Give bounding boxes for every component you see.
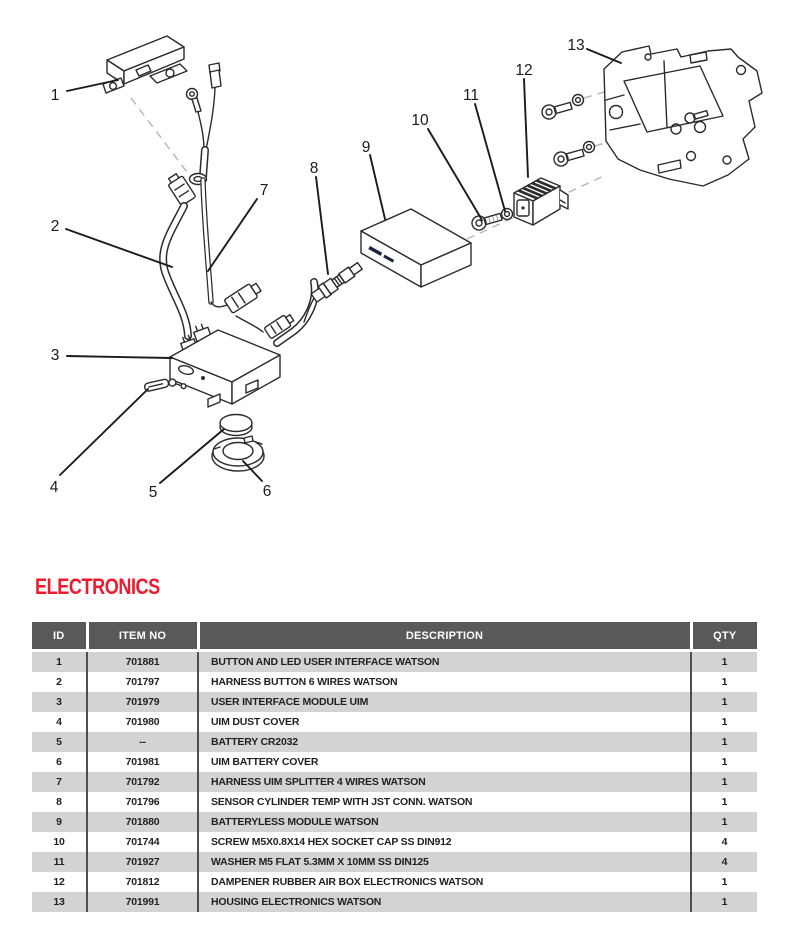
table-row-5 (32, 732, 757, 752)
cell-qty: 1 (721, 796, 728, 808)
cell-item-no: 701744 (87, 832, 198, 852)
cell-id: 9 (32, 812, 87, 832)
cell-id: 13 (32, 892, 87, 912)
cell-id: 1 (32, 651, 87, 673)
cell-description: UIM BATTERY COVER (198, 752, 691, 772)
cell-description: WASHER M5 FLAT 5.3MM X 10MM SS DIN125 (198, 852, 691, 872)
part-12-rubber-dampener (514, 178, 568, 225)
cell-item-no: 701880 (87, 812, 198, 832)
callout-5: 5 (148, 484, 158, 501)
part-8-sensor-cylinder-temp (292, 260, 368, 322)
callout-3: 3 (50, 347, 60, 364)
cell-qty: 4 (721, 856, 728, 868)
cell-id: 11 (32, 852, 87, 872)
part-1-button-led-interface (103, 36, 187, 93)
callout-6: 6 (262, 483, 272, 500)
cell-item-no: -- (87, 732, 198, 752)
cell-qty: 1 (721, 656, 728, 668)
cell-item-no: 701812 (87, 872, 198, 892)
table-row-9 (32, 812, 757, 832)
callout-8: 8 (309, 160, 319, 177)
cell-item-no: 701927 (87, 852, 198, 872)
cell-item-no: 701991 (87, 892, 198, 912)
cell-qty: 1 (721, 736, 728, 748)
cell-description: BATTERY CR2032 (198, 732, 691, 752)
col-header-id: ID (32, 622, 87, 651)
table-row-6 (32, 752, 757, 772)
dashed-axis-button (131, 98, 190, 176)
part-9-batteryless-module (361, 209, 471, 287)
callout-10: 10 (411, 112, 429, 129)
table-row-13 (32, 892, 757, 912)
part-10-screw-a (470, 210, 503, 232)
callout-4: 4 (49, 479, 59, 496)
part-7-harness-uim-splitter (203, 180, 315, 343)
table-row-3 (32, 692, 757, 712)
cell-qty: 1 (721, 776, 728, 788)
table-row-10 (32, 832, 757, 852)
cell-qty: 1 (721, 696, 728, 708)
callout-11: 11 (462, 87, 480, 104)
table-row-12 (32, 872, 757, 892)
cell-id: 4 (32, 712, 87, 732)
part-5-battery-cr2032 (220, 415, 252, 436)
part-11-washer-a (502, 209, 513, 220)
part-6-uim-battery-cover (212, 436, 264, 471)
cell-item-no: 701792 (87, 772, 198, 792)
cell-qty: 1 (721, 896, 728, 908)
cell-id: 6 (32, 752, 87, 772)
table-row-11 (32, 852, 757, 872)
section-title: ELECTRONICS (35, 574, 160, 599)
cell-item-no: 701981 (87, 752, 198, 772)
cell-item-no: 701881 (87, 651, 198, 673)
cell-description: USER INTERFACE MODULE UIM (198, 692, 691, 712)
cell-id: 8 (32, 792, 87, 812)
callout-1: 1 (50, 87, 60, 104)
cell-qty: 1 (721, 716, 728, 728)
callout-11-leader (475, 104, 505, 211)
callout-13-leader (587, 49, 621, 63)
col-header-item-no: ITEM NO (87, 622, 198, 651)
cell-description: HARNESS UIM SPLITTER 4 WIRES WATSON (198, 772, 691, 792)
part-13-electronics-housing (604, 46, 762, 186)
cell-id: 2 (32, 672, 87, 692)
cell-description: HARNESS BUTTON 6 WIRES WATSON (198, 672, 691, 692)
cell-item-no: 701796 (87, 792, 198, 812)
cell-qty: 1 (721, 756, 728, 768)
cell-description: DAMPENER RUBBER AIR BOX ELECTRONICS WATSON (198, 872, 691, 892)
part-10-screw-c (552, 146, 585, 168)
cell-description: SCREW M5X0.8X14 HEX SOCKET CAP SS DIN912 (198, 832, 691, 852)
cell-item-no: 701979 (87, 692, 198, 712)
col-header-qty: QTY (691, 622, 757, 651)
callout-7: 7 (259, 182, 269, 199)
part-10-screw-b (540, 99, 573, 121)
cell-item-no: 701980 (87, 712, 198, 732)
cell-description: SENSOR CYLINDER TEMP WITH JST CONN. WATSON (198, 792, 691, 812)
cell-item-no: 701797 (87, 672, 198, 692)
cell-description: BATTERYLESS MODULE WATSON (198, 812, 691, 832)
cell-description: UIM DUST COVER (198, 712, 691, 732)
cell-id: 12 (32, 872, 87, 892)
cell-qty: 1 (721, 876, 728, 888)
callout-10-leader (428, 129, 482, 220)
col-header-description: DESCRIPTION (198, 622, 691, 651)
callout-9: 9 (361, 139, 371, 156)
cell-description: BUTTON AND LED USER INTERFACE WATSON (198, 651, 691, 673)
parts-table (32, 622, 757, 912)
callout-13: 13 (567, 37, 585, 54)
cell-qty: 1 (721, 816, 728, 828)
part-11-washer-c (584, 142, 595, 153)
callout-2-leader (66, 229, 172, 267)
table-header-row (32, 622, 757, 651)
callout-12-leader (524, 79, 528, 177)
cell-id: 5 (32, 732, 87, 752)
callout-8-leader (316, 177, 328, 274)
cell-qty: 4 (721, 836, 728, 848)
table-row-4 (32, 712, 757, 732)
table-row-2 (32, 672, 757, 692)
callout-12: 12 (515, 62, 533, 79)
callout-9-leader (370, 155, 385, 219)
table-row-8 (32, 792, 757, 812)
table-row-7 (32, 772, 757, 792)
callout-3-leader (67, 356, 172, 358)
cell-id: 10 (32, 832, 87, 852)
cell-id: 3 (32, 692, 87, 712)
cell-description: HOUSING ELECTRONICS WATSON (198, 892, 691, 912)
part-11-washer-b (573, 95, 584, 106)
callout-7-leader (208, 199, 257, 271)
callout-2: 2 (50, 218, 60, 235)
callout-4-leader (60, 389, 148, 475)
cell-qty: 1 (721, 676, 728, 688)
cell-id: 7 (32, 772, 87, 792)
table-row-1 (32, 651, 757, 673)
